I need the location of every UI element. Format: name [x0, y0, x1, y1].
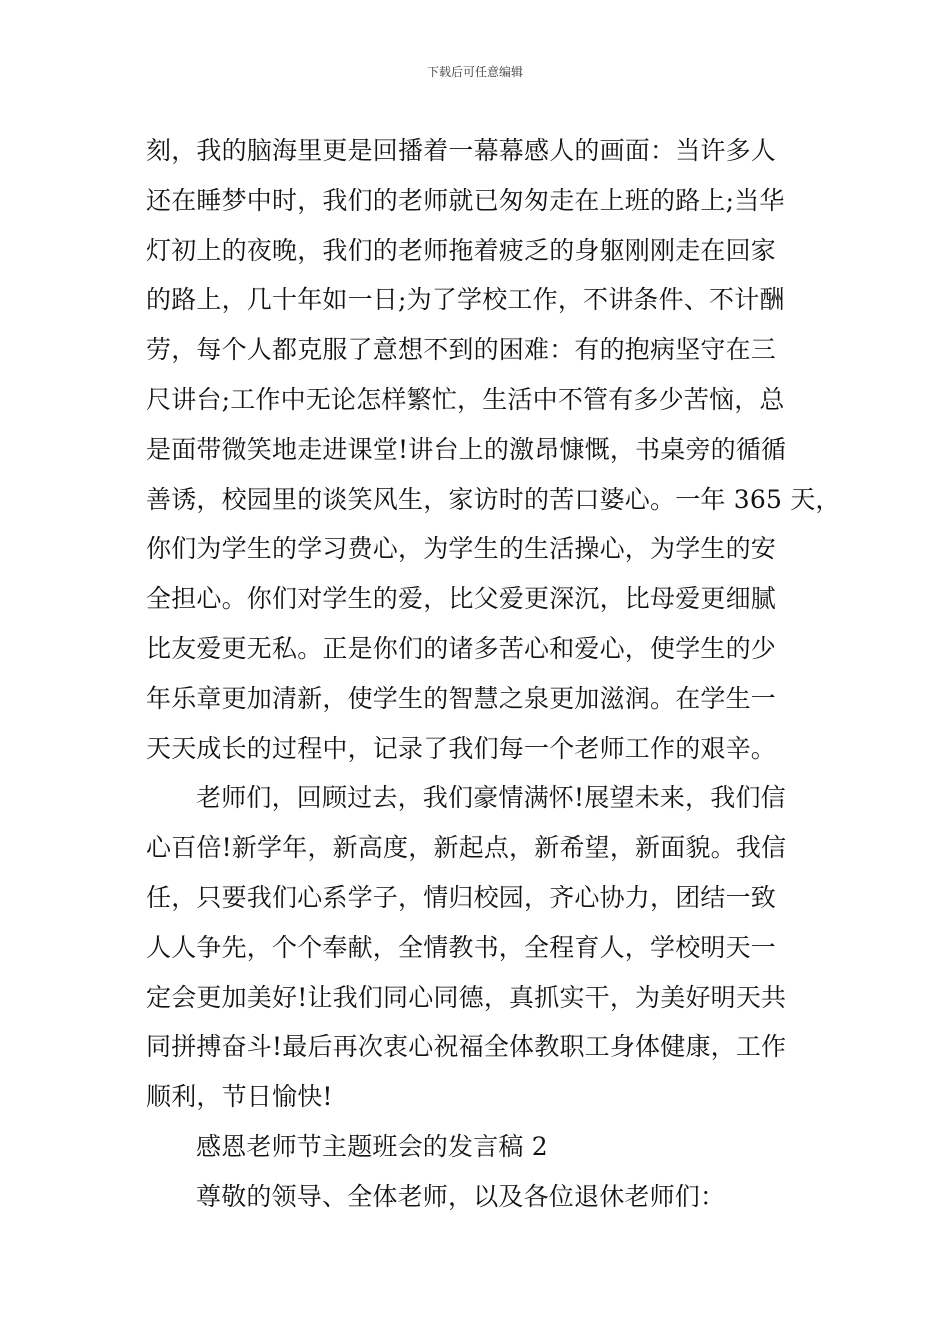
greeting-line: 尊敬的领导、全体老师，以及各位退休老师们： [196, 1181, 726, 1211]
paragraph-2 [146, 773, 826, 1122]
text-line: 老师们，回顾过去，我们豪情满怀!展望未来，我们信 [196, 783, 786, 813]
text-line: 全担心。你们对学生的爱，比父爱更深沉，比母爱更细腻 [146, 584, 777, 614]
text-line: 还在睡梦中时，我们的老师就已匆匆走在上班的路上;当华 [146, 185, 785, 215]
text-line: 人人争先，个个奉献，全情教书，全程育人，学校明天一 [146, 932, 777, 962]
text-line: 刻，我的脑海里更是回播着一幕幕感人的画面：当许多人 [146, 136, 777, 165]
text-line: 善诱，校园里的谈笑风生，家访时的苦口婆心。一年 365 天， [146, 484, 841, 514]
text-line: 的路上，几十年如一日;为了学校工作，不讲条件、不计酬 [146, 285, 785, 315]
paragraph-1 [146, 126, 841, 773]
page-header: 下载后可任意编辑 [426, 65, 523, 79]
text-line: 同拼搏奋斗!最后再次衷心祝福全体教职工身体健康，工作 [146, 1032, 787, 1062]
text-line: 年乐章更加清新，使学生的智慧之泉更加滋润。在学生一 [146, 683, 777, 713]
text-line: 顺利，节日愉快! [146, 1082, 333, 1112]
text-line: 尺讲台;工作中无论怎样繁忙，生活中不管有多少苦恼，总 [146, 384, 785, 414]
text-line: 你们为学生的学习费心，为学生的生活操心，为学生的安 [146, 534, 777, 564]
text-line: 是面带微笑地走进课堂!讲台上的激昂慷慨，书桌旁的循循 [146, 434, 787, 464]
text-line: 任，只要我们心系学子，情归校园，齐心协力，团结一致 [146, 882, 777, 912]
text-line: 定会更加美好!让我们同心同德，真抓实干，为美好明天共 [146, 982, 787, 1012]
text-line: 心百倍!新学年，新高度，新起点，新希望，新面貌。我信 [146, 833, 787, 863]
document-body [146, 126, 841, 1222]
section-heading: 感恩老师节主题班会的发言稿 2 [196, 1131, 548, 1161]
text-line: 劳，每个人都克服了意想不到的困难：有的抱病坚守在三 [146, 335, 777, 365]
text-line: 比友爱更无私。正是你们的诸多苦心和爱心，使学生的少 [146, 633, 777, 663]
text-line: 灯初上的夜晚，我们的老师拖着疲乏的身躯刚刚走在回家 [146, 235, 777, 265]
text-line: 天天成长的过程中，记录了我们每一个老师工作的艰辛。 [146, 733, 777, 763]
